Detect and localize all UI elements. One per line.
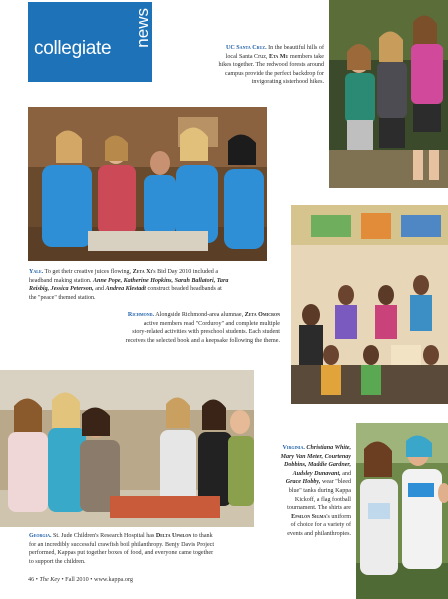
caption-text: the "peace" themed station. — [29, 294, 96, 301]
member-names: Christiana White, — [306, 445, 351, 451]
caption-text: headband making station. — [29, 277, 93, 284]
caption-text: tournament. The shirts are — [287, 505, 351, 512]
caption-text: performed, Kappas put together boxes of food, and everyone came together — [29, 550, 214, 557]
chapter-name: Virginia. — [282, 445, 305, 451]
caption-text: Kickoff, a flag football — [294, 496, 351, 503]
photo-santa-cruz — [329, 0, 448, 188]
caption-georgia — [29, 532, 269, 566]
caption-text: to thank — [191, 533, 213, 539]
member-names: Grace Hobby, — [285, 479, 321, 486]
caption-text: wear "bleed — [320, 479, 351, 486]
caption-text: to support the children. — [29, 558, 86, 565]
chapter-name: Georgia. — [29, 533, 52, 539]
footer-rest: • Fall 2010 • www.kappa.org — [59, 576, 133, 583]
caption-text: To get their creative juices flowing, — [43, 269, 133, 275]
caption-virginia — [259, 444, 351, 539]
caption-text: of choice for a variety of — [290, 522, 351, 529]
caption-text: for an incredibly successful crawfish boil philanthropy. Benjy Davis Project — [29, 541, 215, 548]
caption-text: In the beautiful hills of — [266, 45, 324, 51]
chapter-org: Delta Upsilon — [155, 533, 192, 539]
caption-santa-cruz — [160, 44, 324, 87]
caption-text: construct beaded headbands at — [146, 286, 222, 293]
caption-text: receives the selected book and a keepsake following the theme. — [125, 337, 280, 344]
caption-text: invigorating sisterhood hikes. — [251, 79, 324, 86]
member-names: Reisbig, Jessica Peterson, — [29, 286, 94, 293]
caption-yale — [29, 268, 279, 302]
photo-georgia — [0, 370, 254, 527]
photo-richmond — [291, 205, 448, 404]
page-number: 46 • — [28, 576, 40, 583]
chapter-name: Yale. — [29, 269, 44, 275]
caption-text: active members read "Corduroy" and complete multiple — [143, 320, 280, 327]
logo-word: collegiate — [34, 38, 112, 59]
caption-text: 's Bid Day 2010 included a — [152, 269, 219, 275]
caption-text: Alongside Richmond-area alumnae, — [154, 312, 245, 318]
caption-text: local Santa Cruz, — [225, 53, 269, 60]
member-names: Dobbins, Maddie Gardner, — [283, 462, 351, 469]
member-names: Andrea Klestadt — [105, 286, 146, 293]
page-footer — [28, 576, 133, 583]
member-names: Audsley Dunavant, — [292, 470, 341, 477]
magazine-name: The Key — [39, 576, 60, 583]
logo-news: news — [133, 8, 152, 48]
chapter-name: Richmond. — [127, 312, 155, 318]
member-names: Anne Pope, Katherine Hopkins, Sarah Ballatori, Tara — [92, 277, 229, 284]
caption-text: story-related activities with preschool students. Each student — [132, 329, 280, 336]
caption-text: 's uniform — [326, 513, 351, 520]
caption-text: events and philanthropies. — [287, 530, 351, 537]
chapter-org: Zeta Omicron — [244, 312, 280, 318]
member-names: Mary Van Meter, Courtenay — [280, 453, 351, 460]
chapter-org: Epsilon Sigma — [291, 513, 327, 520]
photo-yale — [28, 107, 267, 261]
chapter-org: Eta Mu — [268, 53, 289, 60]
photo-virginia — [356, 423, 448, 599]
chapter-name: UC Santa Cruz. — [225, 45, 267, 51]
caption-text: and — [93, 286, 106, 293]
caption-text: campus provide the perfect backdrop for — [225, 70, 324, 77]
chapter-org: Zeta Xi — [132, 269, 153, 275]
caption-text: and — [340, 470, 351, 477]
caption-text: hikes together. The redwood forests around — [218, 62, 324, 69]
caption-text: St. Jude Children's Research Hospital has — [51, 533, 156, 539]
caption-text: members take — [288, 53, 324, 60]
collegiate-news-logo — [28, 2, 152, 82]
caption-text: blue" tanks during Kappa — [288, 487, 351, 494]
caption-richmond — [35, 311, 280, 345]
